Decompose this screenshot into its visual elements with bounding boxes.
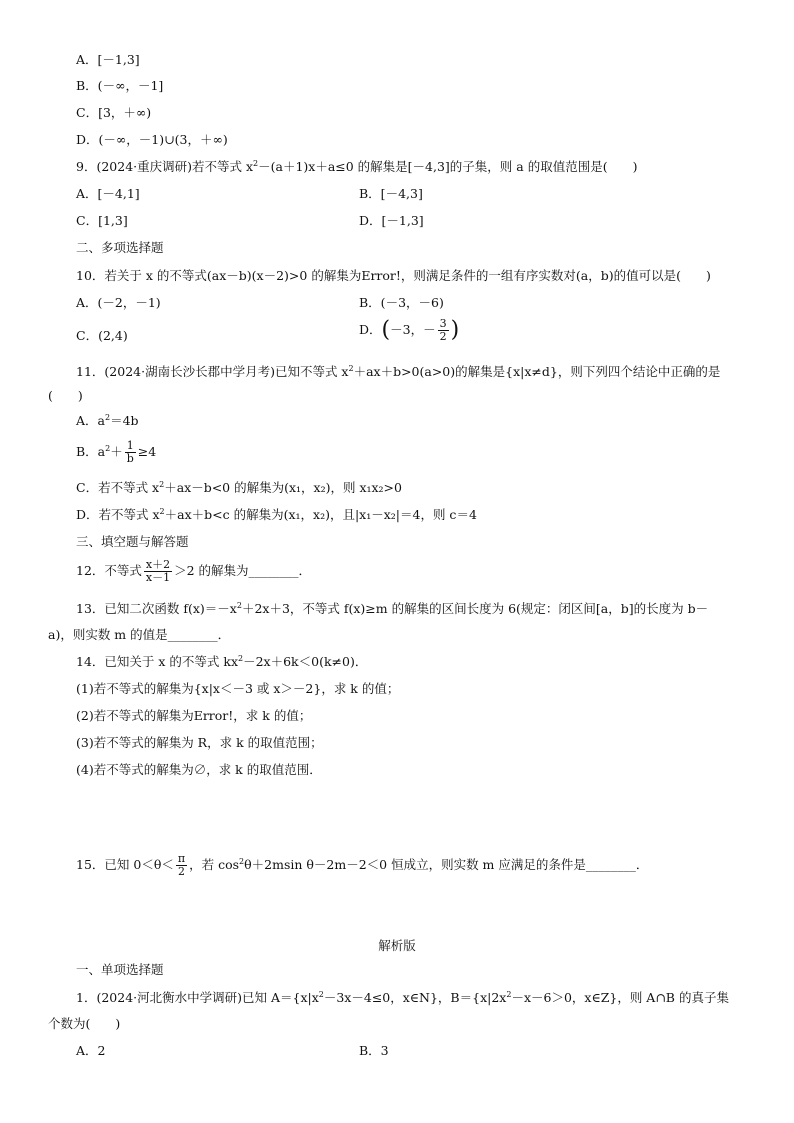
fraction-denominator: b — [126, 452, 134, 465]
q15-pre: 15．已知 0＜θ＜ — [76, 857, 174, 872]
q10-option-d-value: －3，－ — [390, 322, 436, 337]
fraction — [176, 853, 187, 878]
q10-option-c: C．(2,4) — [76, 328, 128, 343]
fraction-numerator: π — [177, 852, 186, 865]
q10-option-d: D．(－3，－ $\frac{3}{2}$ ) — [359, 317, 460, 343]
q13-line1-pre: 13．已知二次函数 f(x)＝－x — [76, 601, 237, 616]
q1-stem-post: －x－6＞0，x∈Z}，则 A∩B 的真子集 — [511, 990, 729, 1005]
q11-option-a — [76, 413, 754, 429]
solution-title: 解析版 — [378, 938, 416, 953]
q14-stem-post: －2x＋6k＜0(k≠0)． — [243, 654, 368, 669]
q11-option-b-mid: ＋ — [110, 444, 123, 459]
superscript: 2 — [348, 363, 354, 373]
q10-option-b: B．(－3，－6) — [359, 295, 444, 310]
section-heading-single-choice: 一、单项选择题 — [76, 962, 164, 977]
q8-option-c: C．[3，＋∞) — [76, 105, 152, 120]
superscript: 2 — [159, 506, 165, 516]
superscript: 2 — [105, 443, 111, 453]
q14-part-4: (4)若不等式的解集为∅，求 k 的取值范围． — [76, 762, 322, 777]
superscript: 2 — [253, 158, 259, 168]
q14-part-1: (1)若不等式的解集为{x|x＜－3 或 x＞－2}，求 k 的值； — [76, 681, 400, 696]
q15-mid: ，若 cos — [189, 857, 240, 872]
q11-option-c-post: ＋ax－b<0 的解集为(x₁，x₂)，则 x₁x₂>0 — [164, 480, 402, 495]
q14-stem — [76, 654, 754, 670]
q11-stem-post: ＋ax＋b>0(a>0)的解集是{x|x≠d}，则下列四个结论中正确的是 — [353, 364, 721, 379]
superscript: 2 — [238, 653, 244, 663]
q10-option-a: A．(－2，－1) — [76, 295, 161, 310]
fraction — [125, 440, 136, 465]
fraction-denominator: 2 — [177, 865, 185, 878]
q8-option-d: D．(－∞，－1)∪(3，＋∞) — [76, 132, 228, 147]
q1-stem-mid: －3x－4≤0，x∈N}，B＝{x|2x — [323, 990, 507, 1005]
q11-option-c-pre: C．若不等式 x — [76, 480, 160, 495]
q9-stem — [76, 159, 754, 175]
q11-stem-pre: 11．(2024·湖南长沙长郡中学月考)已知不等式 x — [76, 364, 349, 379]
fraction-numerator: 1 — [125, 440, 136, 453]
q13-line1 — [76, 601, 754, 617]
q1-stem — [76, 990, 754, 1006]
q14-part-2: (2)若不等式的解集为Error!，求 k 的值； — [76, 708, 312, 723]
q14-part-3: (3)若不等式的解集为 R，求 k 的取值范围； — [76, 735, 323, 750]
q12 — [76, 556, 754, 586]
q10-option-d-label: D． — [359, 322, 382, 337]
q9-stem-post: －(a＋1)x＋a≤0 的解集是[－4,3]的子集，则 a 的取值范围是( ) — [258, 159, 638, 174]
q9-option-b: B．[－4,3] — [359, 186, 423, 201]
q9-option-a: A．[－4,1] — [76, 186, 140, 201]
q11-stem — [76, 364, 754, 380]
q1-stem-pre: 1．(2024·河北衡水中学调研)已知 A＝{x|x — [76, 990, 319, 1005]
superscript: 2 — [104, 412, 111, 422]
q1-option-a: A．2 — [76, 1043, 106, 1058]
section-heading-fill-in: 三、填空题与解答题 — [76, 534, 189, 549]
q12-pre: 12．不等式 — [76, 563, 142, 578]
fraction-denominator: x－1 — [145, 571, 171, 584]
superscript: 2 — [318, 989, 324, 999]
q11-option-d-pre: D．若不等式 x — [76, 507, 160, 522]
section-heading-multiple-choice: 二、多项选择题 — [76, 240, 164, 255]
fraction-denominator: 2 — [439, 330, 447, 343]
q9-option-c: C．[1,3] — [76, 213, 128, 228]
q11-option-b-pre: B．a — [76, 444, 106, 459]
q10-stem: 10．若关于 x 的不等式(ax－b)(x－2)>0 的解集为Error!，则满足条件的一组有序实数对(a，b)的值可以是( ) — [76, 268, 711, 283]
q11-option-d-post: ＋ax＋b<c 的解集为(x₁，x₂)，且|x₁－x₂|＝4，则 c＝4 — [164, 507, 477, 522]
q15 — [76, 850, 754, 880]
fraction-numerator: x＋2 — [145, 558, 171, 571]
q1-option-b: B．3 — [359, 1043, 389, 1058]
q11-stem-line2: ( ) — [48, 388, 83, 403]
q12-post: ＞2 的解集为________． — [174, 563, 312, 578]
q8-option-a: A．[－1,3] — [76, 52, 140, 67]
q14-stem-pre: 14．已知关于 x 的不等式 kx — [76, 654, 238, 669]
fraction-numerator: 3 — [439, 317, 447, 330]
q11-option-b — [76, 437, 754, 467]
q11-option-d — [76, 507, 754, 523]
q11-option-b-post: ≥4 — [137, 444, 157, 459]
superscript: 2 — [506, 989, 512, 999]
q11-option-a-post: ＝4b — [110, 413, 139, 428]
superscript: 2 — [236, 600, 242, 610]
q11-option-a-pre: A．a — [76, 413, 105, 428]
q9-stem-pre: 9．(2024·重庆调研)若不等式 x — [76, 159, 254, 174]
fraction — [438, 318, 449, 343]
q8-option-b: B．(－∞，－1] — [76, 78, 164, 93]
q13-line2: a)，则实数 m 的值是________． — [48, 627, 231, 642]
q9-option-d: D．[－1,3] — [359, 213, 424, 228]
q15-post: θ＋2msin θ－2m－2＜0 恒成立，则实数 m 应满足的条件是________． — [244, 857, 649, 872]
q11-option-c — [76, 480, 754, 496]
q13-line1-post: ＋2x＋3，不等式 f(x)≥m 的解集的区间长度为 6(规定：闭区间[a，b]的长度为 b－ — [241, 601, 709, 616]
q1-stem-line2: 个数为( ) — [48, 1016, 121, 1031]
superscript: 2 — [159, 479, 165, 489]
superscript: 2 — [239, 856, 245, 866]
fraction — [144, 559, 172, 584]
